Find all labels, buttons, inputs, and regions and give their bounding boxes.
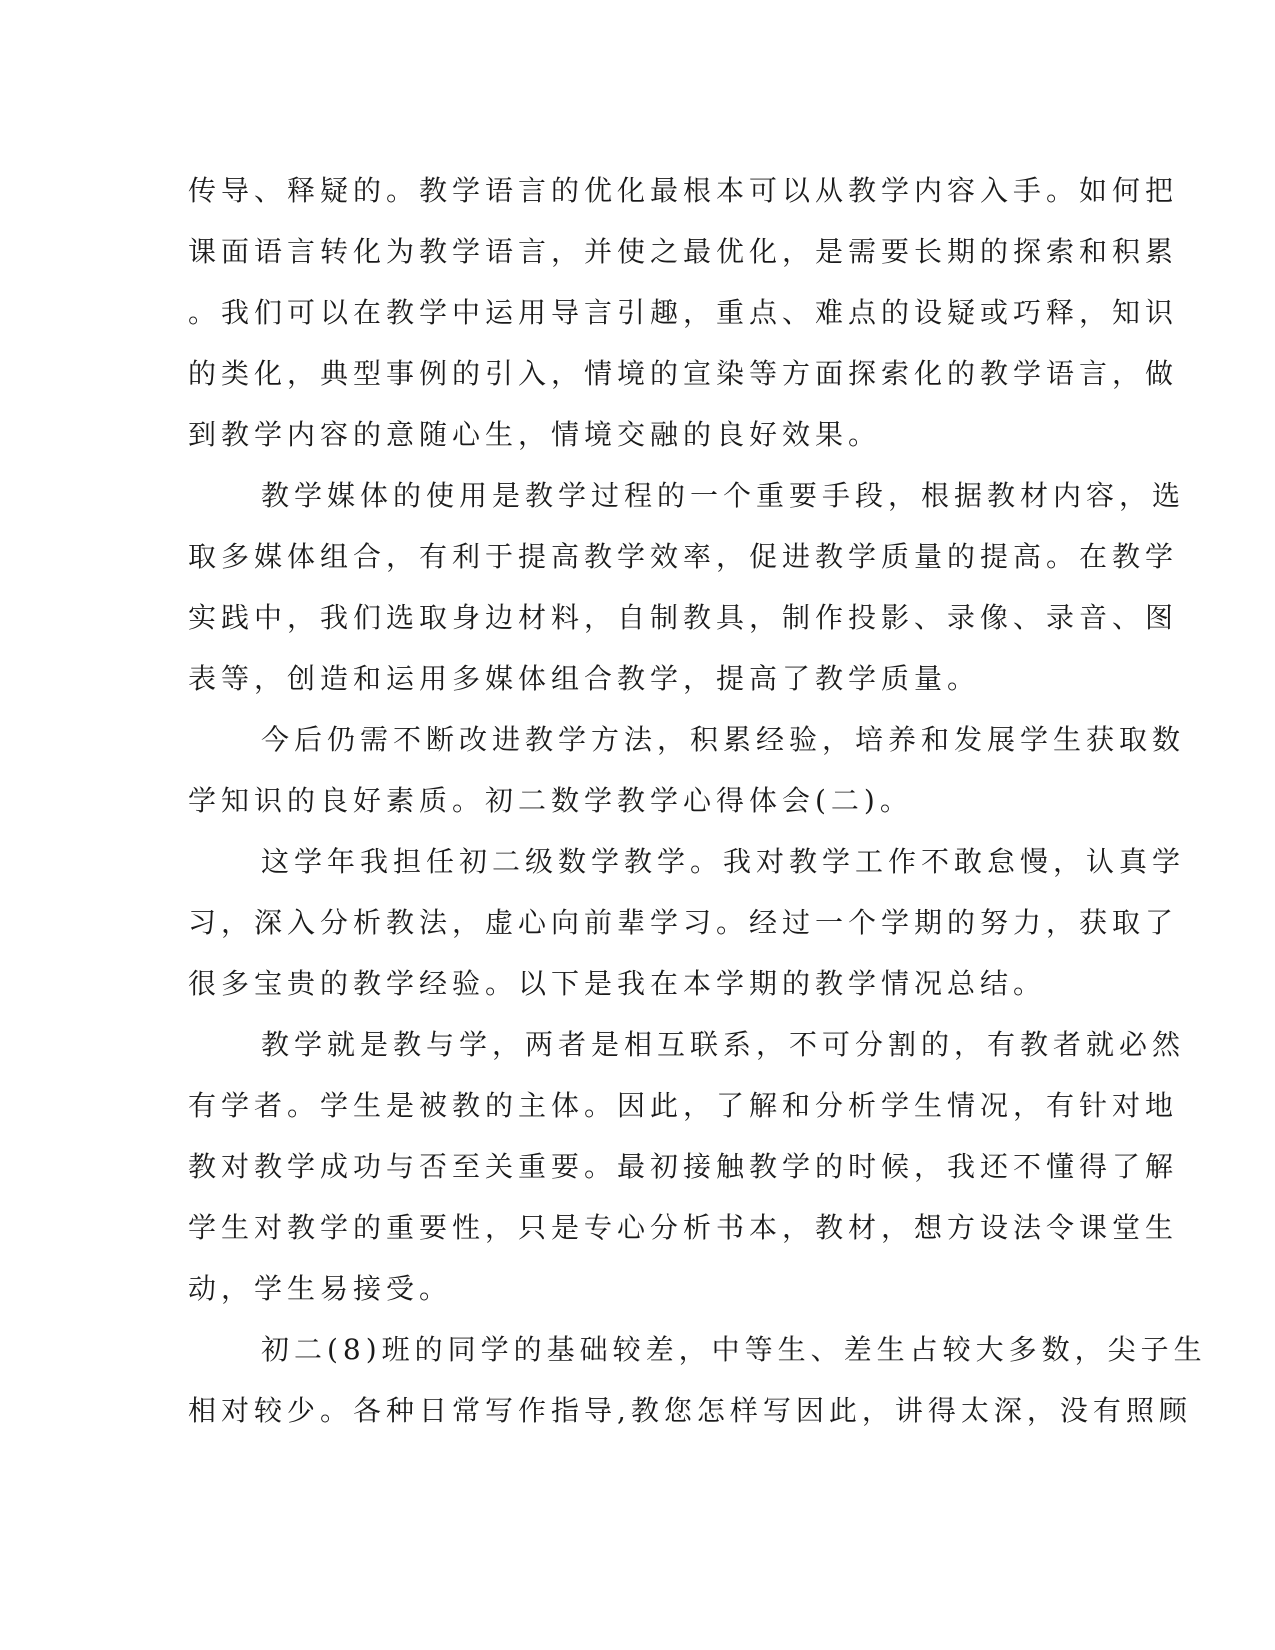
text-line: 有学者。学生是被教的主体。因此，了解和分析学生情况，有针对地 <box>188 1089 1179 1122</box>
paragraph <box>188 160 1179 465</box>
text-line: 学知识的良好素质。初二数学教学心得体会(二)。 <box>188 784 913 817</box>
paragraph <box>188 1319 1207 1441</box>
text-line: 教对教学成功与否至关重要。最初接触教学的时候，我还不懂得了解 <box>188 1150 1179 1183</box>
text-line: 实践中，我们选取身边材料，自制教具，制作投影、录像、录音、图 <box>188 601 1179 634</box>
text-line: 教学就是教与学，两者是相互联系，不可分割的，有教者就必然 <box>261 1028 1186 1061</box>
text-line: 相对较少。各种日常写作指导,教您怎样写因此，讲得太深，没有照顾 <box>188 1394 1192 1427</box>
text-line: 表等，创造和运用多媒体组合教学，提高了教学质量。 <box>188 662 981 695</box>
paragraph <box>188 1014 1186 1319</box>
text-line: 传导、释疑的。教学语言的优化最根本可以从教学内容入手。如何把 <box>188 174 1179 207</box>
paragraph <box>188 831 1186 1014</box>
text-line: 这学年我担任初二级数学教学。我对教学工作不敢怠慢，认真学 <box>261 845 1186 878</box>
text-line: 到教学内容的意随心生，情境交融的良好效果。 <box>188 418 882 451</box>
text-line: 教学媒体的使用是教学过程的一个重要手段，根据教材内容，选 <box>261 479 1186 512</box>
paragraph <box>188 709 1186 831</box>
text-line: 学生对教学的重要性，只是专心分析书本，教材，想方设法令课堂生 <box>188 1211 1179 1244</box>
text-line: 。我们可以在教学中运用导言引趣，重点、难点的设疑或巧释，知识 <box>188 296 1179 329</box>
text-line: 习，深入分析教法，虚心向前辈学习。经过一个学期的努力，获取了 <box>188 906 1179 939</box>
text-line: 课面语言转化为教学语言，并使之最优化，是需要长期的探索和积累 <box>188 235 1179 268</box>
text-line: 的类化，典型事例的引入，情境的宣染等方面探索化的教学语言，做 <box>188 357 1179 390</box>
paragraph <box>188 465 1186 709</box>
text-line: 动，学生易接受。 <box>188 1272 453 1305</box>
text-line: 很多宝贵的教学经验。以下是我在本学期的教学情况总结。 <box>188 967 1047 1000</box>
body-text <box>188 160 1207 1441</box>
text-line: 初二(8)班的同学的基础较差，中等生、差生占较大多数，尖子生 <box>261 1333 1207 1366</box>
text-line: 今后仍需不断改进教学方法，积累经验，培养和发展学生获取数 <box>261 723 1186 756</box>
text-line: 取多媒体组合，有利于提高教学效率，促进教学质量的提高。在教学 <box>188 540 1179 573</box>
